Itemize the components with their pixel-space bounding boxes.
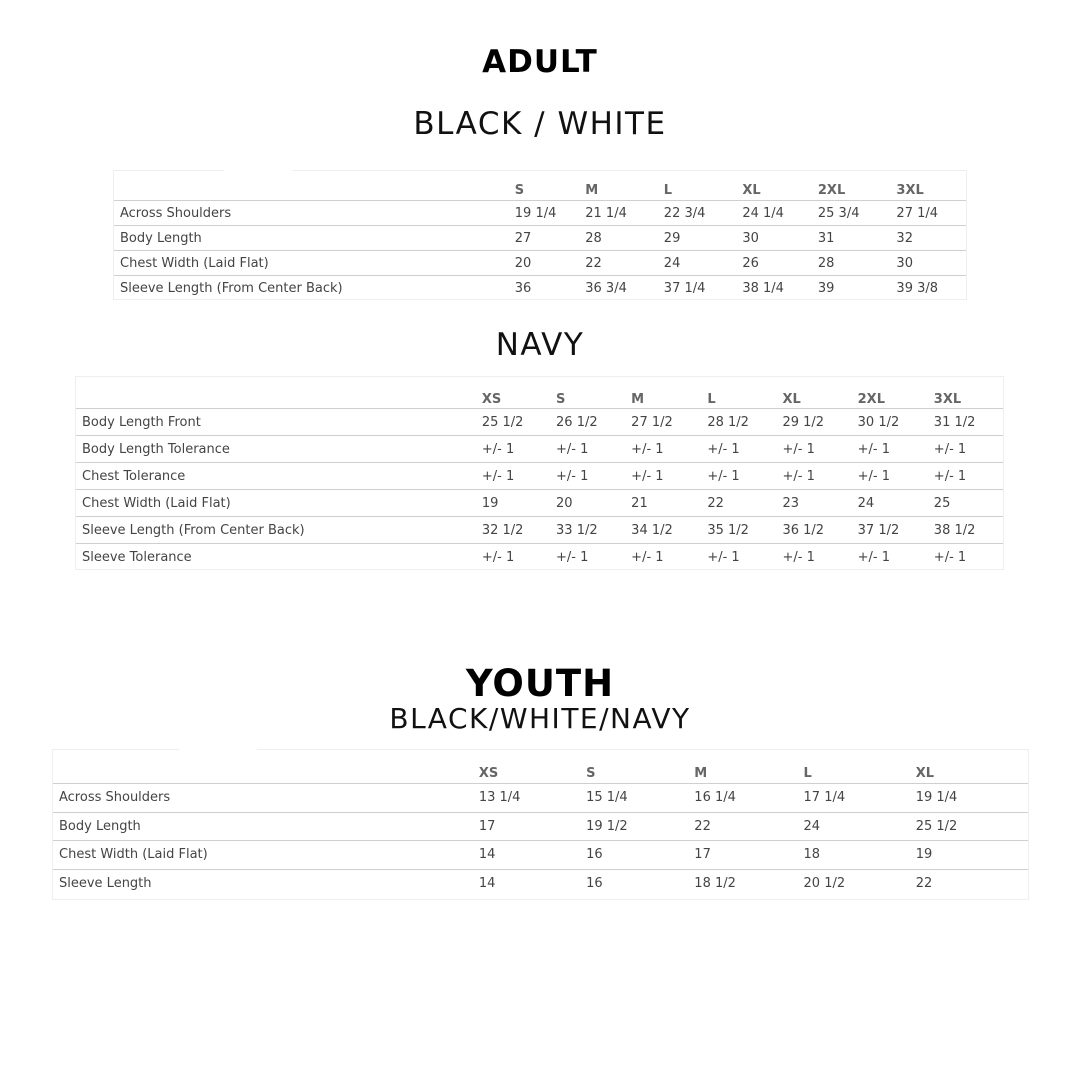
adult-heading: ADULT [482,44,598,80]
measurement-cell: 27 1/4 [890,201,966,226]
size-column-header: L [658,171,737,201]
measurement-cell: 34 1/2 [625,517,701,544]
measurement-cell: 17 [473,812,580,841]
table-row [76,490,1003,517]
size-column-header: L [798,750,910,784]
measurement-cell: 30 [736,226,812,251]
adult-black-white-size-table [113,170,967,300]
adult-navy-size-table [75,376,1004,570]
size-column-header: XS [476,377,550,409]
adult-black-white-subtitle: BLACK / WHITE [413,106,667,142]
measurement-cell: +/- 1 [631,549,664,565]
measurement-cell: 19 1/4 [910,784,1028,813]
measurement-cell: 38 1/4 [742,280,784,296]
measurement-cell: 39 [817,280,835,296]
table-header-row [114,171,966,201]
table-row [53,812,1028,841]
measurement-cell: 36 1/2 [776,517,851,544]
measurement-cell: 20 1/2 [803,875,846,891]
measurement-cell: +/- 1 [707,549,740,565]
row-label: Body Length [53,812,473,841]
measurement-cell: 16 [586,875,603,891]
measurement-cell: 36 [514,280,532,296]
measurement-cell: +/- 1 [701,436,776,463]
size-column-header: 3XL [890,171,966,201]
measurement-cell: 19 1/2 [580,812,688,841]
size-column-header: XL [736,171,812,201]
row-label: Chest Width (Laid Flat) [76,490,476,517]
measurement-cell: 31 1/2 [928,409,1003,436]
measurement-cell: 22 3/4 [658,201,737,226]
measurement-cell: 27 1/2 [625,409,701,436]
measurement-cell: 14 [473,841,580,870]
size-column-header: XS [473,750,580,784]
measurement-cell: +/- 1 [556,549,589,565]
measurement-cell: 37 1/4 [663,280,706,296]
measurement-cell: +/- 1 [857,549,891,565]
measurement-cell: 32 [890,226,966,251]
measurement-cell: 25 [928,490,1003,517]
measurement-cell: 18 1/2 [694,875,736,891]
size-column-header: S [509,171,579,201]
measurement-cell: 31 [812,226,891,251]
row-label: Sleeve Tolerance [82,549,192,565]
measurement-cell: 36 3/4 [585,280,627,296]
measurement-cell: +/- 1 [550,463,625,490]
measurement-cell: +/- 1 [776,436,851,463]
row-label: Body Length Front [76,409,476,436]
measurement-cell: 33 1/2 [550,517,625,544]
size-column-header: L [701,377,776,409]
row-label: Sleeve Length [59,875,152,891]
size-table [76,377,1003,570]
measurement-cell: 25 1/2 [476,409,550,436]
measurement-cell: 22 [915,875,933,891]
size-table [53,750,1028,897]
measurement-cell: 14 [478,875,496,891]
row-label: Chest Width (Laid Flat) [114,251,509,276]
measurement-cell: +/- 1 [928,436,1003,463]
measurement-cell: +/- 1 [481,549,515,565]
measurement-cell: 20 [550,490,625,517]
measurement-cell: +/- 1 [701,463,776,490]
measurement-cell: 37 1/2 [852,517,928,544]
table-row [76,517,1003,544]
measurement-cell: 32 1/2 [476,517,550,544]
table-row [114,226,966,251]
youth-heading: YOUTH [465,662,615,705]
measurement-cell: +/- 1 [476,463,550,490]
measurement-cell: 19 [910,841,1028,870]
header-blank-cell [76,377,476,409]
adult-navy-subtitle: NAVY [495,327,585,363]
measurement-cell: 26 1/2 [550,409,625,436]
size-column-header: 3XL [928,377,1003,409]
row-label: Across Shoulders [114,201,509,226]
youth-subtitle: BLACK/WHITE/NAVY [389,702,691,735]
measurement-cell: 24 [798,812,910,841]
measurement-cell: +/- 1 [928,463,1003,490]
measurement-cell: 22 [688,812,797,841]
table-row [114,251,966,276]
measurement-cell: 35 1/2 [701,517,776,544]
size-table [114,171,966,300]
header-blank-cell [53,750,473,784]
table-header-row [53,750,1028,784]
size-column-header: M [625,377,701,409]
measurement-cell: +/- 1 [476,436,550,463]
table-row [114,201,966,226]
measurement-cell: +/- 1 [933,549,967,565]
table-row [76,463,1003,490]
measurement-cell: 24 [658,251,737,276]
measurement-cell: 38 1/2 [928,517,1003,544]
measurement-cell: +/- 1 [625,463,701,490]
size-column-header: S [550,377,625,409]
measurement-cell: 24 [852,490,928,517]
table-row [76,544,1003,571]
row-label: Body Length Tolerance [76,436,476,463]
measurement-cell: 16 [580,841,688,870]
table-row [114,276,966,301]
size-column-header: 2XL [852,377,928,409]
measurement-cell: 22 [701,490,776,517]
measurement-cell: 28 [812,251,891,276]
measurement-cell: +/- 1 [776,463,851,490]
table-header-row [76,377,1003,409]
measurement-cell: 39 3/8 [896,280,939,296]
table-row [53,784,1028,813]
header-blank-cell [114,171,509,201]
measurement-cell: 21 [625,490,701,517]
measurement-cell: +/- 1 [782,549,815,565]
measurement-cell: 30 1/2 [852,409,928,436]
measurement-cell: 19 [476,490,550,517]
measurement-cell: 17 1/4 [798,784,910,813]
measurement-cell: +/- 1 [852,436,928,463]
row-label: Body Length [114,226,509,251]
table-row [76,409,1003,436]
row-label: Sleeve Length (From Center Back) [120,280,343,296]
measurement-cell: 30 [890,251,966,276]
measurement-cell: 17 [688,841,797,870]
measurement-cell: 29 [658,226,737,251]
youth-size-table [52,749,1029,900]
size-column-header: S [580,750,688,784]
size-column-header: 2XL [812,171,891,201]
measurement-cell: 16 1/4 [688,784,797,813]
measurement-cell: 15 1/4 [580,784,688,813]
size-column-header: M [688,750,797,784]
measurement-cell: 25 1/2 [910,812,1028,841]
measurement-cell: 19 1/4 [509,201,579,226]
measurement-cell: 25 3/4 [812,201,891,226]
measurement-cell: 21 1/4 [579,201,658,226]
measurement-cell: 22 [579,251,658,276]
table-row [76,436,1003,463]
row-label: Sleeve Length (From Center Back) [76,517,476,544]
measurement-cell: 18 [798,841,910,870]
measurement-cell: 24 1/4 [736,201,812,226]
measurement-cell: 27 [509,226,579,251]
size-column-header: XL [910,750,1028,784]
size-column-header: XL [776,377,851,409]
measurement-cell: 20 [509,251,579,276]
row-label: Chest Width (Laid Flat) [53,841,473,870]
table-row [53,869,1028,897]
measurement-cell: 23 [776,490,851,517]
measurement-cell: 13 1/4 [473,784,580,813]
measurement-cell: 28 [579,226,658,251]
measurement-cell: +/- 1 [852,463,928,490]
row-label: Chest Tolerance [76,463,476,490]
measurement-cell: 26 [736,251,812,276]
measurement-cell: +/- 1 [625,436,701,463]
measurement-cell: 28 1/2 [701,409,776,436]
measurement-cell: 29 1/2 [776,409,851,436]
table-row [53,841,1028,870]
size-column-header: M [579,171,658,201]
measurement-cell: +/- 1 [550,436,625,463]
row-label: Across Shoulders [53,784,473,813]
